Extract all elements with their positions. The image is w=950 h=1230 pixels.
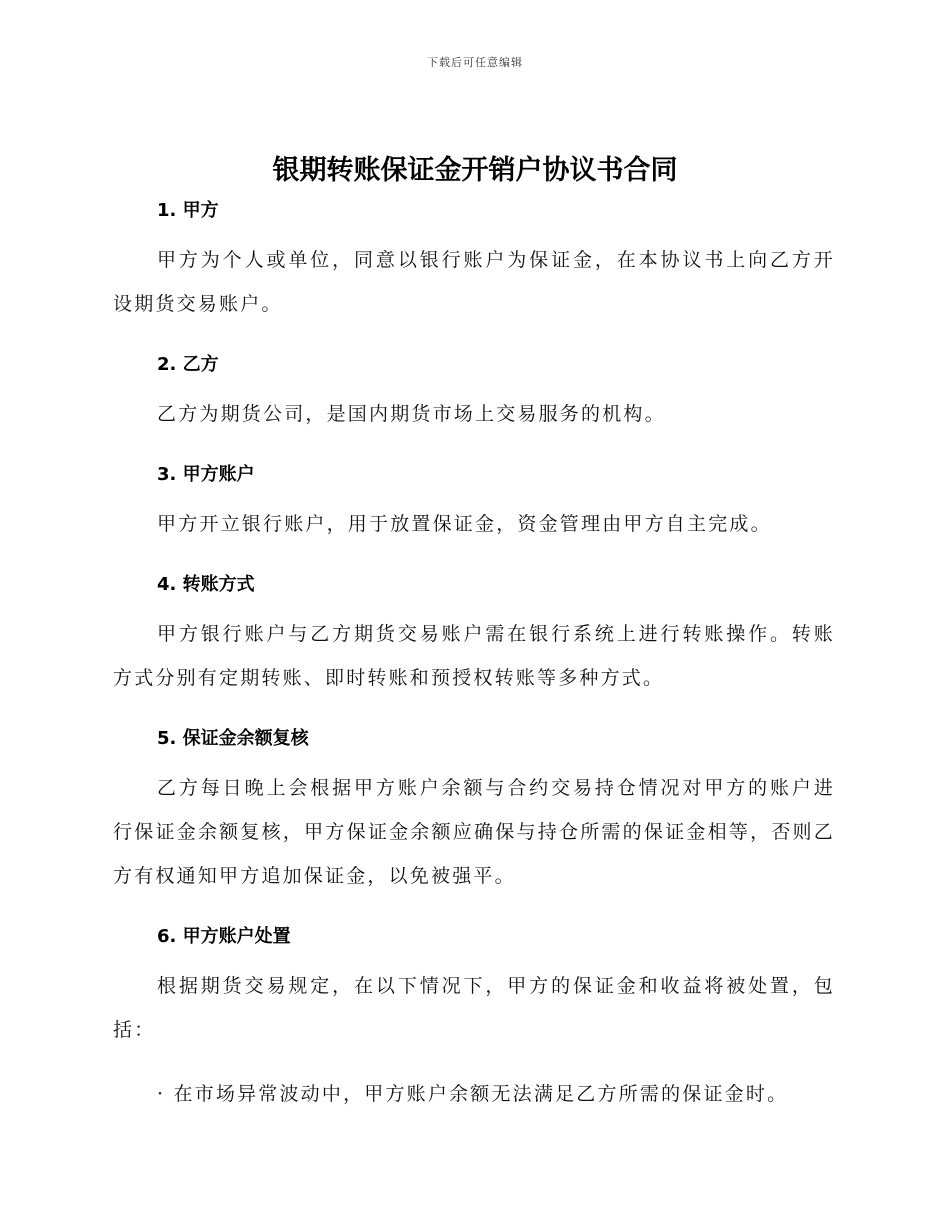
section-3 xyxy=(113,456,835,566)
page-header: 下载后可任意编辑 xyxy=(427,56,523,69)
section-heading: 6. 甲方账户处置 xyxy=(157,926,291,947)
section-paragraph: 乙方为期货公司，是国内期货市场上交易服务的机构。 xyxy=(157,403,666,425)
section-paragraph: 根据期货交易规定，在以下情况下，甲方的保证金和收益将被处置，包括： xyxy=(113,975,835,1041)
section-1 xyxy=(113,192,835,346)
section-5 xyxy=(113,720,835,918)
section-4 xyxy=(113,566,835,720)
section-paragraph: 甲方为个人或单位，同意以银行账户为保证金，在本协议书上向乙方开设期货交易账户。 xyxy=(113,249,835,315)
section-6 xyxy=(113,918,835,1116)
section-heading: 5. 保证金余额复核 xyxy=(157,728,309,749)
section-2 xyxy=(113,346,835,456)
document-title: 银期转账保证金开销户协议书合同 xyxy=(272,155,678,186)
bullet-item: · 在市场异常波动中，甲方账户余额无法满足乙方所需的保证金时。 xyxy=(157,1083,789,1105)
section-heading: 4. 转账方式 xyxy=(157,574,255,595)
section-paragraph: 甲方开立银行账户，用于放置保证金，资金管理由甲方自主完成。 xyxy=(157,513,772,535)
section-heading: 1. 甲方 xyxy=(157,200,219,221)
section-heading: 3. 甲方账户 xyxy=(157,464,255,485)
section-paragraph: 乙方每日晚上会根据甲方账户余额与合约交易持仓情况对甲方的账户进行保证金余额复核，甲方保证金余额应确保与持仓所需的保证金相等，否则乙方有权通知甲方追加保证金，以免被强平。 xyxy=(113,777,835,887)
section-heading: 2. 乙方 xyxy=(157,354,219,375)
document-body xyxy=(113,192,835,1116)
section-paragraph: 甲方银行账户与乙方期货交易账户需在银行系统上进行转账操作。转账方式分别有定期转账、即时转账和预授权转账等多种方式。 xyxy=(113,623,835,689)
